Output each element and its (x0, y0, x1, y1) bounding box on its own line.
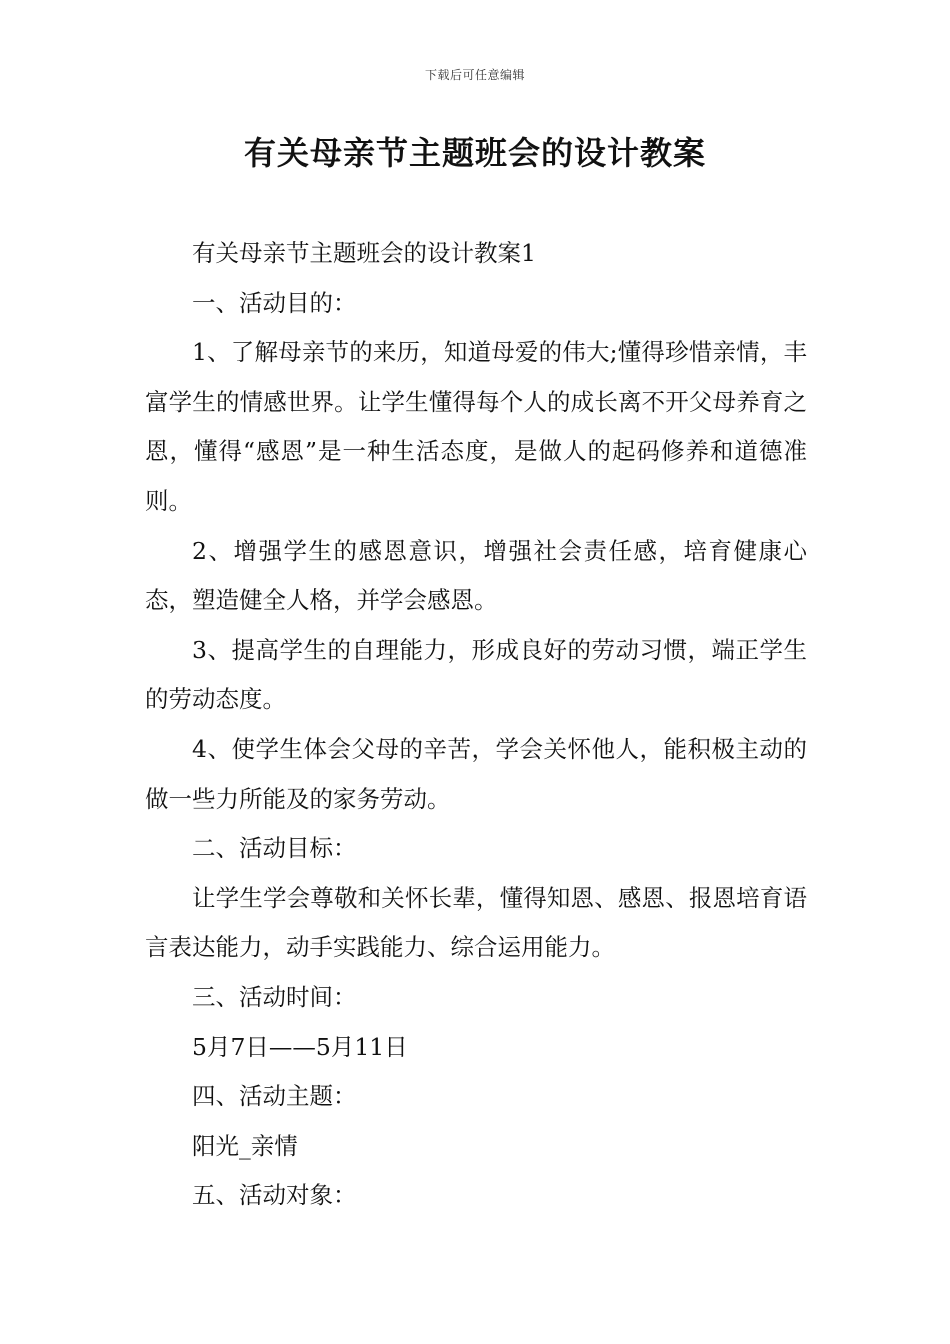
paragraph-subtitle: 有关母亲节主题班会的设计教案1 (192, 239, 536, 267)
document-title: 有关母亲节主题班会的设计教案 (243, 134, 706, 172)
document-body (145, 229, 807, 1221)
paragraph-goal-1: 1、了解母亲节的来历，知道母爱的伟大;懂得珍惜亲情，丰富学生的情感世界。让学生懂得每个人的成长离不开父母养育之恩，懂得“感恩”是一种生活态度，是做人的起码修养和道德准则。 (145, 338, 807, 515)
paragraph-goal-4: 4、使学生体会父母的辛苦，学会关怀他人，能积极主动的做一些力所能及的家务劳动。 (145, 734, 807, 813)
paragraph-section-5-heading: 五、活动对象： (192, 1181, 357, 1210)
paragraph-target: 让学生学会尊敬和关怀长辈，懂得知恩、感恩、报恩培育语言表达能力，动手实践能力、综合运用能力。 (145, 883, 807, 962)
header-note: 下载后可任意编辑 (424, 68, 525, 82)
paragraph-section-3-heading: 三、活动时间： (192, 982, 357, 1011)
paragraph-section-1-heading: 一、活动目的： (192, 288, 357, 317)
paragraph-goal-3: 3、提高学生的自理能力，形成良好的劳动习惯，端正学生的劳动态度。 (145, 635, 807, 714)
paragraph-time: 5月7日——5月11日 (192, 1032, 408, 1061)
paragraph-section-4-heading: 四、活动主题： (192, 1082, 357, 1111)
paragraph-goal-2: 2、增强学生的感恩意识，增强社会责任感，培育健康心态，塑造健全人格，并学会感恩。 (145, 536, 807, 615)
paragraph-theme: 阳光_亲情 (192, 1131, 298, 1160)
paragraph-section-2-heading: 二、活动目标： (192, 834, 357, 863)
